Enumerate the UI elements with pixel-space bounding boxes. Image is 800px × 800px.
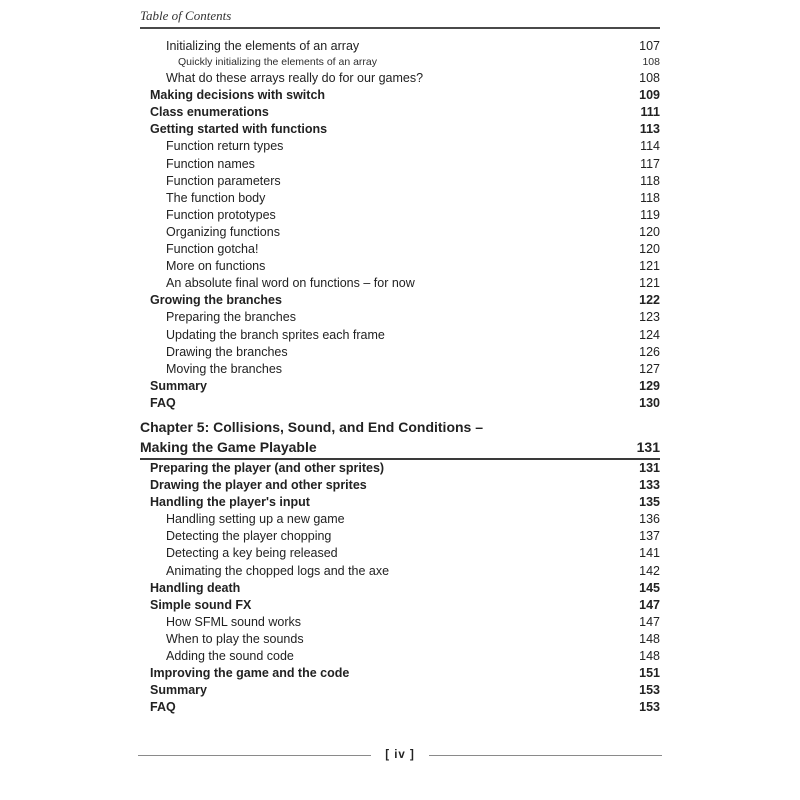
toc-entry-page: 124 [639, 327, 660, 342]
toc-chapter-title-line2: Making the Game Playable [140, 438, 317, 455]
toc-entry-title: Updating the branch sprites each frame [166, 327, 385, 342]
toc-entry [140, 665, 660, 682]
toc-entry-page: 135 [639, 495, 660, 510]
toc-entry-page: 130 [639, 395, 660, 410]
toc-entry-page: 113 [639, 122, 660, 137]
footer-rule-right [429, 755, 662, 756]
toc-entry-page: 123 [639, 310, 660, 325]
toc-entry [140, 395, 660, 412]
toc-entry-title: Simple sound FX [150, 597, 252, 612]
toc-entry [140, 87, 660, 104]
toc-entry-title: Function prototypes [166, 207, 276, 222]
toc-entry [140, 275, 660, 292]
toc-entry-title: When to play the sounds [166, 631, 304, 646]
toc-entry-page: 122 [639, 293, 660, 308]
toc-entry-title: Growing the branches [150, 293, 282, 308]
toc-entry [140, 648, 660, 665]
toc-entry-title: What do these arrays really do for our games? [166, 71, 424, 86]
toc-entry-page: 121 [639, 259, 660, 274]
toc-entry [140, 477, 660, 494]
toc-entry [140, 460, 660, 477]
toc-entry-title: Handling death [150, 580, 241, 595]
toc-entry-title: Preparing the player (and other sprites) [150, 460, 385, 475]
toc-entry [140, 173, 660, 190]
toc-entry [140, 70, 660, 87]
toc-entry-title: Handling the player's input [150, 495, 310, 510]
toc-entry-page: 129 [639, 378, 660, 393]
toc-entry-page: 107 [639, 39, 660, 53]
toc-entry-title: Getting started with functions [150, 122, 328, 137]
toc-entry-title: Detecting the player chopping [166, 529, 332, 544]
toc-entry-title: Summary [150, 378, 207, 393]
toc-entry-page: 108 [639, 71, 660, 86]
toc-entry-title: Function return types [166, 139, 284, 154]
toc-entry-title: Function names [166, 156, 255, 171]
toc-entry-title: Animating the chopped logs and the axe [166, 563, 390, 578]
toc-entry [140, 682, 660, 699]
toc-entry [140, 292, 660, 309]
toc-entry-title: Drawing the branches [166, 344, 288, 359]
toc-entry-page: 145 [639, 580, 660, 595]
toc-entry [140, 361, 660, 378]
toc-chapter-title-line2-row [140, 437, 660, 457]
toc-entry [140, 494, 660, 511]
toc-entry-title: Function parameters [166, 173, 281, 188]
toc-entry [140, 511, 660, 528]
toc-entry [140, 378, 660, 395]
toc-entry-page: 108 [642, 56, 660, 69]
toc-entry [140, 138, 660, 155]
toc-entry-page: 120 [639, 224, 660, 239]
toc-entry-page: 142 [639, 563, 660, 578]
toc-entry [140, 38, 660, 55]
footer-rule-left [138, 755, 371, 756]
page-header [140, 0, 660, 29]
page-content [140, 0, 660, 716]
toc-entry-page: 147 [639, 614, 660, 629]
toc-entry-page: 141 [639, 546, 660, 561]
toc-entry [140, 614, 660, 631]
toc-entry-title: Making decisions with switch [150, 88, 326, 103]
toc-entry-title: The function body [166, 190, 266, 205]
toc-entry-page: 120 [639, 242, 660, 257]
toc-entry-title: Improving the game and the code [150, 666, 350, 681]
toc-entry [140, 344, 660, 361]
toc-entry-title: Preparing the branches [166, 310, 296, 325]
toc-chapter-title-line1: Chapter 5: Collisions, Sound, and End Conditions – [140, 418, 484, 435]
page-footer [138, 749, 662, 761]
toc-entry-page: 118 [640, 190, 660, 205]
toc-entry [140, 631, 660, 648]
toc-entry [140, 55, 660, 70]
toc-entry [140, 156, 660, 173]
toc-entry [140, 597, 660, 614]
toc-entry-title: Organizing functions [166, 224, 280, 239]
toc-entry-title: Summary [150, 683, 207, 698]
toc-entry-page: 148 [639, 631, 660, 646]
toc-entry-page: 137 [639, 529, 660, 544]
toc-entry [140, 104, 660, 121]
toc-entry [140, 327, 660, 344]
toc-entry-title: Moving the branches [166, 361, 283, 376]
toc-entry [140, 528, 660, 545]
toc-entry-title: How SFML sound works [166, 614, 301, 629]
toc-entry-title: Class enumerations [150, 105, 269, 120]
toc-entry-page: 151 [639, 666, 660, 681]
header-title: Table of Contents [140, 8, 232, 23]
toc-entry-title: Quickly initializing the elements of an array [178, 56, 378, 69]
toc-entry [140, 563, 660, 580]
toc-entry [140, 224, 660, 241]
toc-entry-page: 109 [639, 88, 660, 103]
toc-entry-title: More on functions [166, 259, 266, 274]
toc-entry-page: 131 [639, 460, 660, 475]
toc-entry-title: Handling setting up a new game [166, 512, 345, 527]
toc-entry-title: FAQ [150, 395, 176, 410]
toc-entry [140, 241, 660, 258]
toc-entry-page: 118 [640, 173, 660, 188]
toc-entry [140, 580, 660, 597]
toc-entry [140, 121, 660, 138]
toc-entry [140, 545, 660, 562]
toc-entry-page: 153 [639, 683, 660, 698]
toc-entry-page: 114 [640, 139, 660, 154]
toc-entry-page: 119 [640, 207, 660, 222]
toc-entry-title: Adding the sound code [166, 649, 294, 663]
toc-entry-page: 131 [636, 438, 660, 455]
toc-entry-page: 111 [640, 105, 660, 120]
toc-entry [140, 207, 660, 224]
toc-list [140, 38, 660, 716]
toc-entry-title: Function gotcha! [166, 242, 259, 257]
page-number: [ iv ] [385, 749, 415, 761]
toc-entry-title: Initializing the elements of an array [166, 39, 360, 53]
toc-entry-title: An absolute final word on functions – for now [166, 276, 415, 291]
toc-entry-page: 117 [640, 156, 660, 171]
toc-entry-title: Drawing the player and other sprites [150, 478, 367, 493]
toc-chapter-entry [140, 417, 660, 460]
toc-entry-page: 148 [639, 649, 660, 663]
toc-entry [140, 309, 660, 326]
toc-entry-page: 136 [639, 512, 660, 527]
toc-entry [140, 190, 660, 207]
toc-entry-title: FAQ [150, 700, 176, 715]
toc-entry-page: 147 [639, 597, 660, 612]
toc-entry-title: Detecting a key being released [166, 546, 338, 561]
toc-entry [140, 258, 660, 275]
toc-entry-page: 121 [639, 276, 660, 291]
toc-entry-page: 127 [639, 361, 660, 376]
toc-entry-page: 126 [639, 344, 660, 359]
toc-entry-page: 133 [639, 478, 660, 493]
toc-entry-page: 153 [639, 700, 660, 715]
toc-entry [140, 699, 660, 716]
